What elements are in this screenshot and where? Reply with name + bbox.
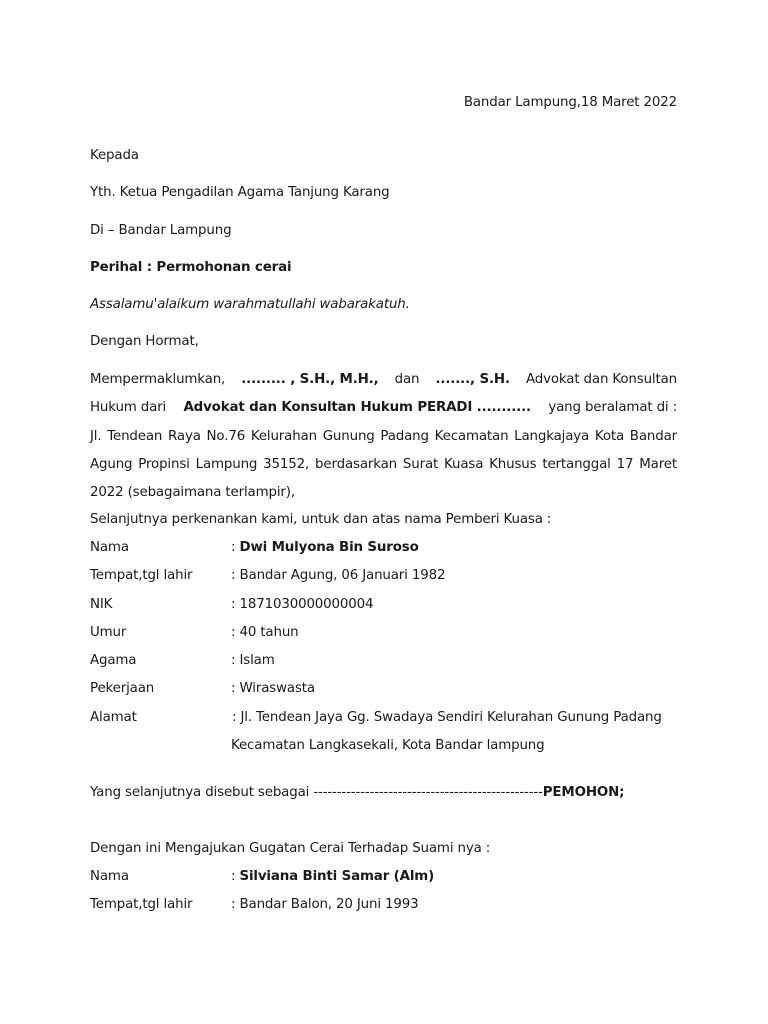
colon: : xyxy=(231,897,236,912)
petitioner-birth: Bandar Agung, 06 Januari 1982 xyxy=(239,568,446,583)
intro-line-2 xyxy=(90,399,677,417)
petitioner-religion: Islam xyxy=(239,653,275,668)
field-value xyxy=(231,539,419,557)
colon: : xyxy=(231,653,236,668)
recipient-addressee: Yth. Ketua Pengadilan Agama Tanjung Karang xyxy=(90,185,390,200)
pemohon-role: PEMOHON; xyxy=(542,785,625,800)
field-value xyxy=(231,596,373,614)
field-label: Alamat xyxy=(90,710,137,725)
place-date: Bandar Lampung,18 Maret 2022 xyxy=(463,95,677,110)
petitioner-nik: 1871030000000004 xyxy=(239,597,374,612)
field-value xyxy=(231,652,275,670)
field-label: Tempat,tgl lahir xyxy=(90,568,193,583)
field-value xyxy=(231,624,299,642)
petitioner-address-1: : Jl. Tendean Jaya Gg. Swadaya Sendiri Kelurahan Gunung Padang xyxy=(232,710,662,725)
subject-line: Perihal : Permohonan cerai xyxy=(90,260,292,275)
intro-line-1 xyxy=(90,371,677,389)
greeting: Assalamu'alaikum warahmatullahi wabarakatuh. xyxy=(90,297,410,312)
colon: : xyxy=(231,540,236,555)
pemohon-text: Yang selanjutnya disebut sebagai ------------------------------------------------- xyxy=(90,785,543,800)
advocate-name-2: ......., S.H. xyxy=(435,372,510,387)
petitioner-job: Wiraswasta xyxy=(239,681,315,696)
field-value xyxy=(231,868,434,886)
firm-name: Advokat dan Konsultan Hukum PERADI ........... xyxy=(183,400,531,415)
pemohon-line xyxy=(90,784,624,802)
intro-text: Mempermaklumkan, xyxy=(90,372,226,387)
respondent-name: Silviana Binti Samar (Alm) xyxy=(239,869,435,884)
field-label: Umur xyxy=(90,625,127,640)
recipient-location: Di – Bandar Lampung xyxy=(90,223,232,238)
petitioner-name: Dwi Mulyona Bin Suroso xyxy=(239,540,419,555)
recipient-to: Kepada xyxy=(90,148,139,163)
petitioner-address-2: Kecamatan Langkasekali, Kota Bandar lampung xyxy=(231,738,545,753)
field-value xyxy=(231,680,315,698)
intro-line-5: 2022 (sebagaimana terlampir), xyxy=(90,485,295,500)
field-value xyxy=(231,567,445,585)
field-label: Nama xyxy=(90,869,129,884)
colon: : xyxy=(231,597,236,612)
intro-text: yang beralamat di : xyxy=(548,400,677,415)
colon: : xyxy=(231,625,236,640)
salutation: Dengan Hormat, xyxy=(90,334,199,349)
intro-text: Advokat dan Konsultan xyxy=(525,372,677,387)
intro-text: dan xyxy=(394,372,420,387)
colon: : xyxy=(231,869,236,884)
claim-intro: Dengan ini Mengajukan Gugatan Cerai Terhadap Suami nya : xyxy=(90,841,491,856)
intro-line-4: Agung Propinsi Lampung 35152, berdasarkan Surat Kuasa Khusus tertanggal 17 Maret xyxy=(90,457,677,472)
intro-text: Hukum dari xyxy=(90,400,167,415)
field-label: NIK xyxy=(90,597,113,612)
field-value xyxy=(231,896,419,914)
field-label: Nama xyxy=(90,540,129,555)
colon: : xyxy=(231,568,236,583)
petitioner-age: 40 tahun xyxy=(239,625,299,640)
colon: : xyxy=(231,681,236,696)
intro-line-3: Jl. Tendean Raya No.76 Kelurahan Gunung Padang Kecamatan Langkajaya Kota Bandar xyxy=(90,429,677,444)
field-label: Agama xyxy=(90,653,137,668)
respondent-birth: Bandar Balon, 20 Juni 1993 xyxy=(239,897,419,912)
advocate-name-1: ......... , S.H., M.H., xyxy=(241,372,379,387)
intro-line-6: Selanjutnya perkenankan kami, untuk dan atas nama Pemberi Kuasa : xyxy=(90,512,552,527)
field-label: Pekerjaan xyxy=(90,681,155,696)
field-label: Tempat,tgl lahir xyxy=(90,897,193,912)
